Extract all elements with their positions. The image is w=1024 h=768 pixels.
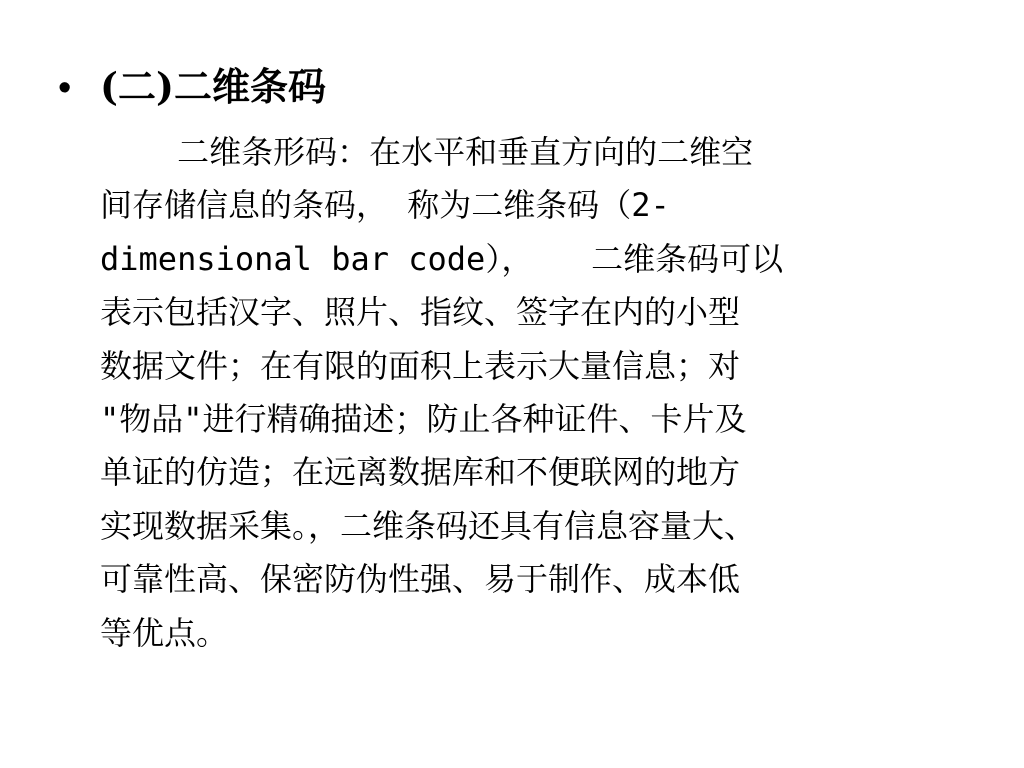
body-line: 可靠性高、保密防伪性强、易于制作、成本低 [100, 560, 741, 599]
body-text [100, 126, 960, 660]
body-line: "物品"进行精确描述；防止各种证件、卡片及 [100, 399, 747, 438]
slide-heading: (二)二维条码 [100, 64, 326, 109]
body-line: 表示包括汉字、照片、指纹、签字在内的小型 [100, 293, 741, 332]
body-line: 实现数据采集。，二维条码还具有信息容量大、 [100, 506, 757, 545]
body-line: 数据文件；在有限的面积上表示大量信息；对 [100, 346, 741, 385]
bullet-marker: • [58, 67, 72, 109]
body-line: 等优点。 [100, 613, 229, 652]
body-line: dimensional bar code）， 二维条码可以 [100, 239, 784, 278]
body-line: 单证的仿造；在远离数据库和不便联网的地方 [100, 453, 741, 492]
body-line: 二维条形码：在水平和垂直方向的二维空 [100, 133, 754, 171]
body-line: 间存储信息的条码， 称为二维条码（2- [100, 186, 670, 225]
